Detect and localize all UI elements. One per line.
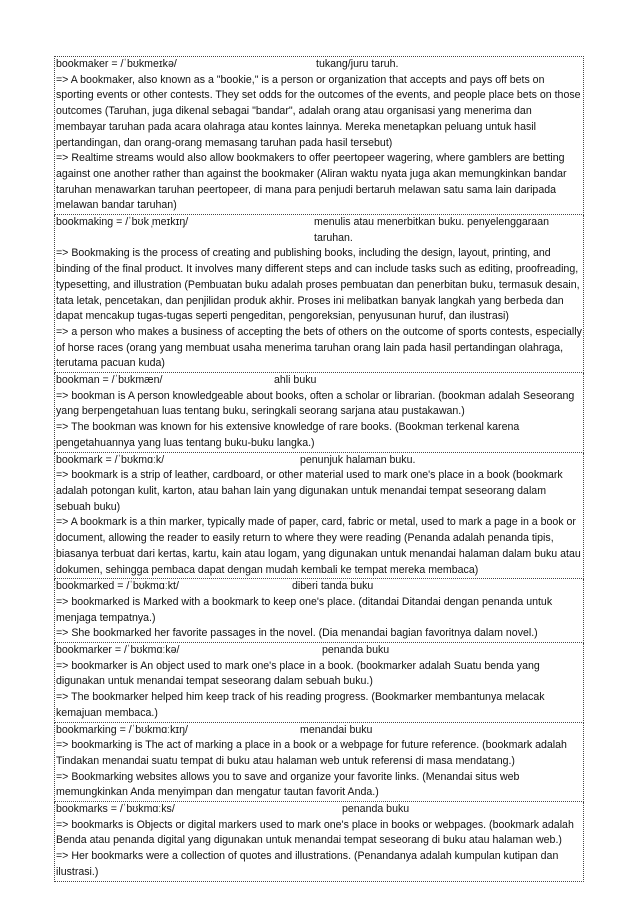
entry-example: => bookmarking is The act of marking a place in a book or a webpage for future reference. (bookmark adalah Tindakan menandai suatu tempat di buku atau halaman web untuk referensi di masa mendatang.)	[56, 739, 567, 767]
entry-term: bookmark = /ˈbʊkmɑːk/	[56, 453, 165, 466]
entry-gloss: menulis atau menerbitkan buku. penyelenggaraan taruhan.	[314, 216, 549, 244]
dictionary-entry	[54, 373, 584, 453]
entry-header	[56, 643, 582, 659]
entry-example: => bookmarked is Marked with a bookmark to keep one's place. (ditandai Ditandai dengan penanda untuk menjaga tempatnya.)	[56, 595, 553, 624]
entry-header	[56, 57, 582, 73]
entry-example: => The bookmarker helped him keep track of his reading progress. (Bookmarker membantunya melacak kemajuan membaca.)	[56, 691, 545, 719]
entry-example: => Bookmaking is the process of creating and publishing books, including the design, layout, printing, and binding of the final product. It involves many different steps and can include tasks such as editing, proofreading, typesetting, and illustration (Pembuatan buku adalah proses pembuatan dan penerbitan buku, termasuk desain, tata letak, pencetakan, dan penjilidan produk akhir. Proses ini melibatkan banyak langkah yang berbeda dan dapat mencakup tugas-tugas seperti pengeditan, pengoreksian, penyusunan huruf, dan ilustrasi)	[56, 247, 580, 323]
entry-gloss: tukang/juru taruh.	[316, 58, 399, 70]
entry-header	[56, 723, 582, 739]
entry-example: => a person who makes a business of accepting the bets of others on the outcome of sports contests, especially of horse races (orang yang membuat usaha menerima taruhan orang lain pada hasil pertandingan olahraga, terutama pacuan kuda)	[56, 325, 582, 370]
entry-term: bookmarked = /ˈbʊkmɑːkt/	[56, 580, 179, 593]
dictionary-entry	[54, 215, 584, 373]
entry-example: => bookmarker is An object used to mark one's place in a book. (bookmarker adalah Suatu benda yang digunakan untuk menandai tempat seseorang dalam sebuah buku.)	[56, 659, 540, 688]
entry-example: => The bookman was known for his extensive knowledge of rare books. (Bookman terkenal karena pengetahuannya yang luas tentang buku-buku langka.)	[56, 421, 520, 449]
entry-term: bookmarking = /ˈbʊkmɑːkɪŋ/	[56, 723, 188, 736]
entry-gloss: diberi tanda buku	[292, 580, 374, 593]
entry-header	[56, 373, 582, 389]
entry-gloss: ahli buku	[274, 374, 317, 387]
dictionary-entry	[54, 643, 584, 723]
entry-term: bookmarks = /ˈbʊkmɑːks/	[56, 803, 175, 816]
dictionary-entry	[54, 802, 584, 882]
entry-term: bookmaker = /ˈbʊkmeɪkə/	[56, 58, 177, 70]
entry-example: => She bookmarked her favorite passages in the novel. (Dia menandai bagian favoritnya dalam novel.)	[56, 627, 538, 640]
entry-example: => Her bookmarks were a collection of quotes and illustrations. (Penandanya adalah kumpulan kutipan dan ilustrasi.)	[56, 850, 559, 878]
entry-header	[56, 453, 582, 469]
entry-example: => bookmark is a strip of leather, cardboard, or other material used to mark one's place in a book (bookmark adalah potongan kulit, karton, atau bahan lain yang digunakan untuk menandai tempat seseorang dalam sebuah buku)	[56, 469, 563, 513]
entry-gloss: penanda buku	[342, 803, 410, 816]
entry-header	[56, 579, 582, 595]
entry-gloss: penunjuk halaman buku.	[300, 453, 416, 466]
dictionary-entry	[54, 56, 584, 215]
entry-example: => A bookmark is a thin marker, typically made of paper, card, fabric or metal, used to mark a page in a book or document, allowing the reader to easily return to where they were reading (Penanda adalah penanda tipis, biasanya terbuat dari kertas, kartu, kain atau logam, yang digunakan untuk menandai halaman dalam buku atau dokumen, sehingga pembaca dapat dengan mudah kembali ke tempat mereka membaca)	[56, 516, 581, 576]
dictionary-page	[54, 56, 584, 882]
entry-term: bookmaking = /ˈbʊk ̩meɪkɪŋ/	[56, 216, 189, 229]
entry-example: => Bookmarking websites allows you to save and organize your favorite links. (Menandai situs web memungkinkan Anda menyimpan dan mengatur tautan favorit Anda.)	[56, 770, 520, 799]
entry-header	[56, 802, 582, 818]
entry-example: => Realtime streams would also allow bookmakers to offer peertopeer wagering, where gamblers are betting against one another rather than against the bookmaker (Aliran waktu nyata juga akan memungkinkan bandar taruhan menawarkan taruhan peertopeer, di mana para penjudi bertaruh melawan satu sama lain daripada melawan bandar taruhan)	[56, 152, 567, 212]
entry-header	[56, 215, 582, 246]
entry-term: bookman = /ˈbʊkmæn/	[56, 374, 163, 387]
entry-gloss: penanda buku	[322, 644, 390, 657]
entry-example: => A bookmaker, also known as a "bookie," is a person or organization that accepts and pays off bets on sporting events or other contests. They set odds for the outcomes of the events, and people place bets on those outcomes (Taruhan, juga dikenal sebagai "bandar", adalah orang atau organisasi yang menerima dan membayar taruhan pada acara olahraga atau kontes lainnya. Mereka menetapkan peluang untuk hasil pertandingan, dan orang-orang memasang taruhan pada hasil tersebut)	[56, 73, 581, 149]
entry-term: bookmarker = /ˈbʊkmɑːkə/	[56, 644, 180, 657]
entry-example: => bookmarks is Objects or digital markers used to mark one's place in books or webpages. (bookmark adalah Benda atau penanda digital yang digunakan untuk menandai tempat seseorang di buku atau halaman web.)	[56, 818, 574, 847]
entry-gloss: menandai buku	[300, 723, 373, 736]
dictionary-entry	[54, 453, 584, 580]
dictionary-entry	[54, 723, 584, 803]
entry-example: => bookman is A person knowledgeable about books, often a scholar or librarian. (bookman adalah Seseorang yang berpengetahuan luas tentang buku, seringkali seorang sarjana atau pustakawan.)	[56, 389, 575, 418]
dictionary-entry	[54, 579, 584, 643]
